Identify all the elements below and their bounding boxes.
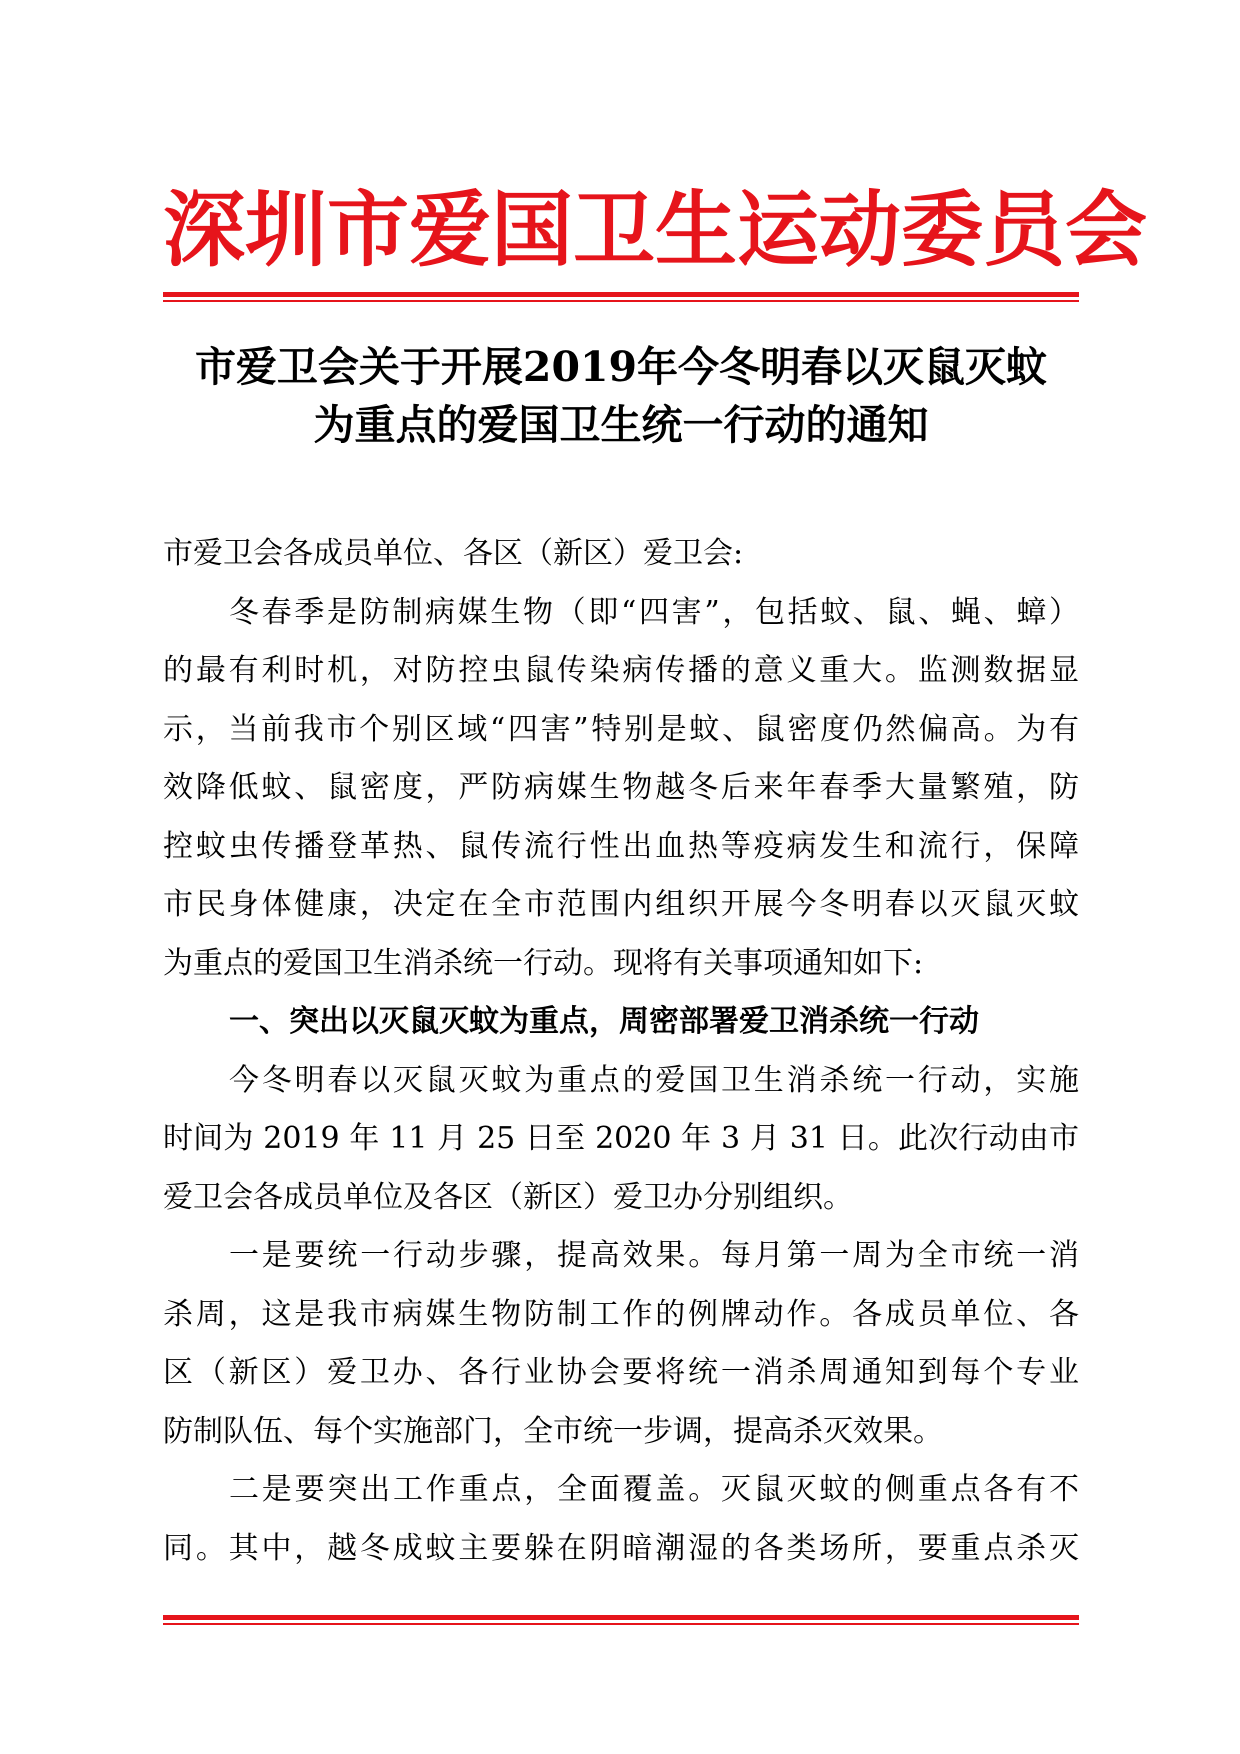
letterhead-divider xyxy=(163,292,1079,302)
body-line: 今冬明春以灭鼠灭蚊为重点的爱国卫生消杀统一行动，实施 xyxy=(229,1062,1079,1098)
body-line: 防制队伍、每个实施部门，全市统一步调，提高杀灭效果。 xyxy=(163,1413,943,1449)
body-line: 控蚊虫传播登革热、鼠传流行性出血热等疫病发生和流行，保障 xyxy=(163,828,1079,864)
body-line: 冬春季是防制病媒生物（即“四害”，包括蚊、鼠、蝇、蟑） xyxy=(229,594,1079,630)
body-line: 杀周，这是我市病媒生物防制工作的例牌动作。各成员单位、各 xyxy=(163,1296,1079,1332)
document-title xyxy=(163,338,1079,454)
divider-thick-line xyxy=(163,1615,1079,1620)
body-line: 时间为 2019 年 11 月 25 日至 2020 年 3 月 31 日。此次行动由市 xyxy=(163,1121,1079,1156)
body-line: 区（新区）爱卫办、各行业协会要将统一消杀周通知到每个专业 xyxy=(163,1355,1079,1390)
body-line: 示，当前我市个别区域“四害”特别是蚊、鼠密度仍然偏高。为有 xyxy=(163,711,1079,747)
body-line: 爱卫会各成员单位及各区（新区）爱卫办分别组织。 xyxy=(163,1179,853,1215)
body-line: 的最有利时机，对防控虫鼠传染病传播的意义重大。监测数据显 xyxy=(163,653,1079,688)
body-line: 一是要统一行动步骤，提高效果。每月第一周为全市统一消 xyxy=(229,1238,1079,1273)
divider-thick-line xyxy=(163,292,1079,297)
body-line: 效降低蚊、鼠密度，严防病媒生物越冬后来年春季大量繁殖，防 xyxy=(163,770,1079,805)
letterhead-org-name: 深圳市爱国卫生运动委员会 xyxy=(163,182,1148,278)
divider-thin-line xyxy=(163,1623,1079,1625)
body-line: 二是要突出工作重点，全面覆盖。灭鼠灭蚊的侧重点各有不 xyxy=(229,1472,1079,1507)
section-heading: 一、突出以灭鼠灭蚊为重点，周密部署爱卫消杀统一行动 xyxy=(229,1004,979,1039)
document-body xyxy=(163,525,1079,1578)
footer-divider xyxy=(163,1615,1079,1625)
body-line: 同。其中，越冬成蚊主要躲在阴暗潮湿的各类场所，要重点杀灭 xyxy=(163,1530,1079,1566)
document-title-line-1: 市爱卫会关于开展2019年今冬明春以灭鼠灭蚊 xyxy=(194,343,1048,391)
salutation: 市爱卫会各成员单位、各区（新区）爱卫会: xyxy=(163,536,744,571)
divider-thin-line xyxy=(163,300,1079,302)
body-line: 为重点的爱国卫生消杀统一行动。现将有关事项通知如下: xyxy=(163,945,924,981)
body-line: 市民身体健康，决定在全市范围内组织开展今冬明春以灭鼠灭蚊 xyxy=(163,887,1079,922)
document-title-line-2: 为重点的爱国卫生统一行动的通知 xyxy=(313,401,929,449)
